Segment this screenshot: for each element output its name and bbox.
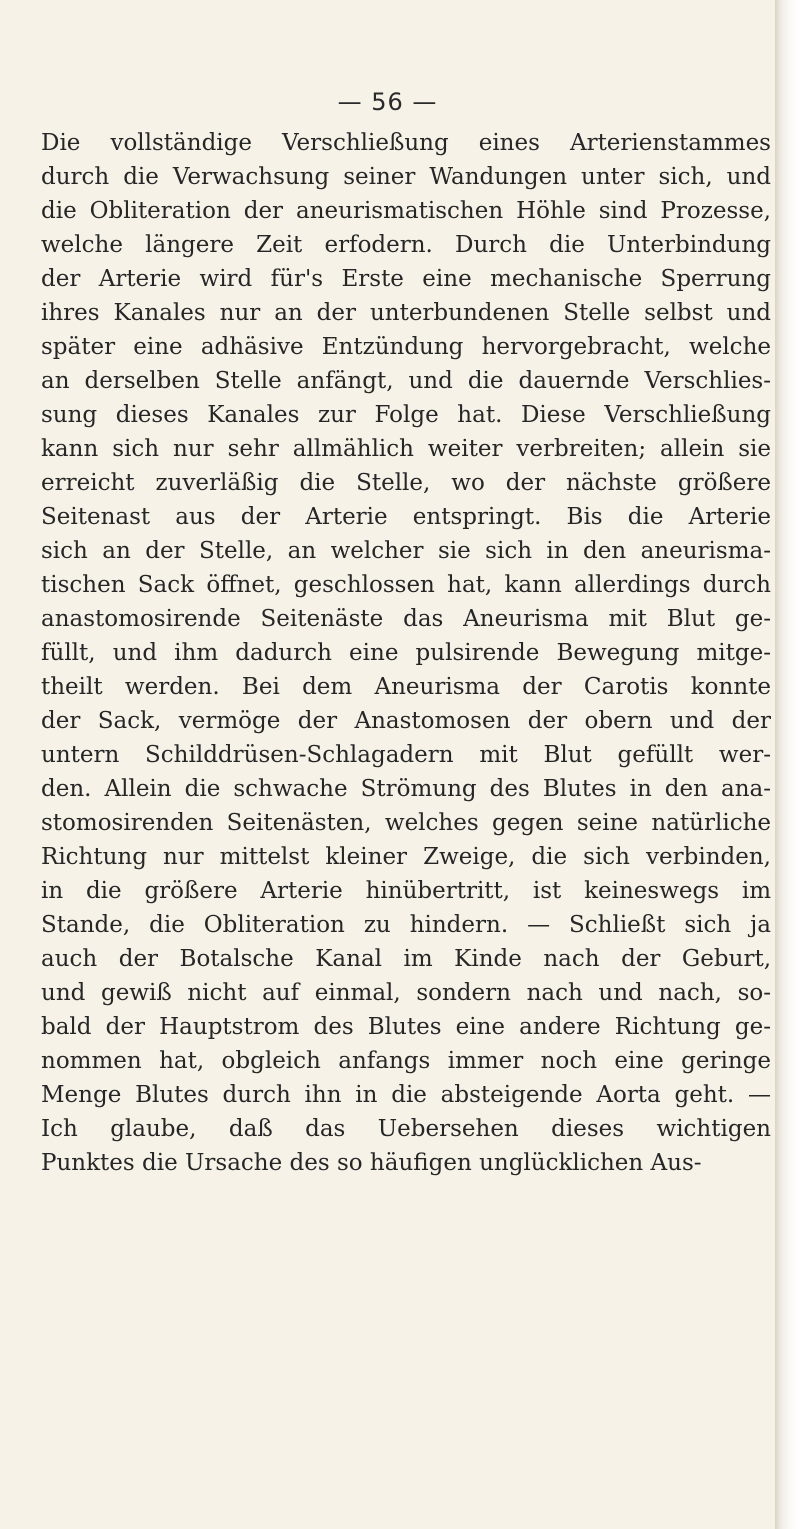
text-line: und gewiß nicht auf einmal, sondern nach und nach, so- — [41, 980, 771, 1006]
text-line: untern Schilddrüsen-Schlagadern mit Blut gefüllt wer- — [41, 742, 771, 768]
text-line: die Obliteration der aneurismatischen Höhle sind Prozesse, — [41, 198, 771, 224]
text-line: erreicht zuverläßig die Stelle, wo der nächste größere — [41, 470, 771, 496]
text-line: nommen hat, obgleich anfangs immer noch eine geringe — [41, 1048, 771, 1074]
text-line: später eine adhäsive Entzündung hervorgebracht, welche — [41, 334, 771, 360]
page-edge — [775, 0, 800, 1529]
text-line: Seitenast aus der Arterie entspringt. Bis die Arterie — [41, 504, 771, 530]
text-line: ihres Kanales nur an der unterbundenen Stelle selbst und — [41, 300, 771, 326]
text-line: auch der Botalsche Kanal im Kinde nach der Geburt, — [41, 946, 771, 972]
text-line: füllt, und ihm dadurch eine pulsirende Bewegung mitge- — [41, 640, 771, 666]
text-line: kann sich nur sehr allmählich weiter verbreiten; allein sie — [41, 436, 771, 462]
text-line: bald der Hauptstrom des Blutes eine andere Richtung ge- — [41, 1014, 771, 1040]
text-line: Die vollständige Verschließung eines Arterienstammes — [41, 130, 771, 156]
page-number: — 56 — — [337, 88, 438, 116]
text-line: Punktes die Ursache des so häufigen unglücklichen Aus- — [41, 1150, 702, 1176]
body-text — [41, 126, 771, 1180]
text-line: Menge Blutes durch ihn in die absteigende Aorta geht. — — [41, 1082, 771, 1108]
text-line: theilt werden. Bei dem Aneurisma der Carotis konnte — [41, 674, 771, 700]
text-line: anastomosirende Seitenäste das Aneurisma mit Blut ge- — [41, 606, 771, 632]
text-line: tischen Sack öffnet, geschlossen hat, kann allerdings durch — [41, 572, 771, 598]
text-line: Ich glaube, daß das Uebersehen dieses wichtigen — [41, 1116, 771, 1142]
text-line: sich an der Stelle, an welcher sie sich in den aneurisma- — [41, 538, 771, 564]
text-line: der Arterie wird für's Erste eine mechanische Sperrung — [41, 266, 771, 292]
text-line: der Sack, vermöge der Anastomosen der obern und der — [41, 708, 771, 734]
text-line: Richtung nur mittelst kleiner Zweige, die sich verbinden, — [41, 844, 771, 870]
text-line: sung dieses Kanales zur Folge hat. Diese Verschließung — [41, 402, 771, 428]
text-line: durch die Verwachsung seiner Wandungen unter sich, und — [41, 164, 771, 190]
text-line: an derselben Stelle anfängt, und die dauernde Verschlies- — [41, 368, 771, 394]
text-line: welche längere Zeit erfodern. Durch die Unterbindung — [41, 232, 771, 258]
text-line: stomosirenden Seitenästen, welches gegen seine natürliche — [41, 810, 771, 836]
text-line: Stande, die Obliteration zu hindern. — Schließt sich ja — [41, 912, 771, 938]
text-line: in die größere Arterie hinübertritt, ist keineswegs im — [41, 878, 771, 904]
text-line: den. Allein die schwache Strömung des Blutes in den ana- — [41, 776, 771, 802]
